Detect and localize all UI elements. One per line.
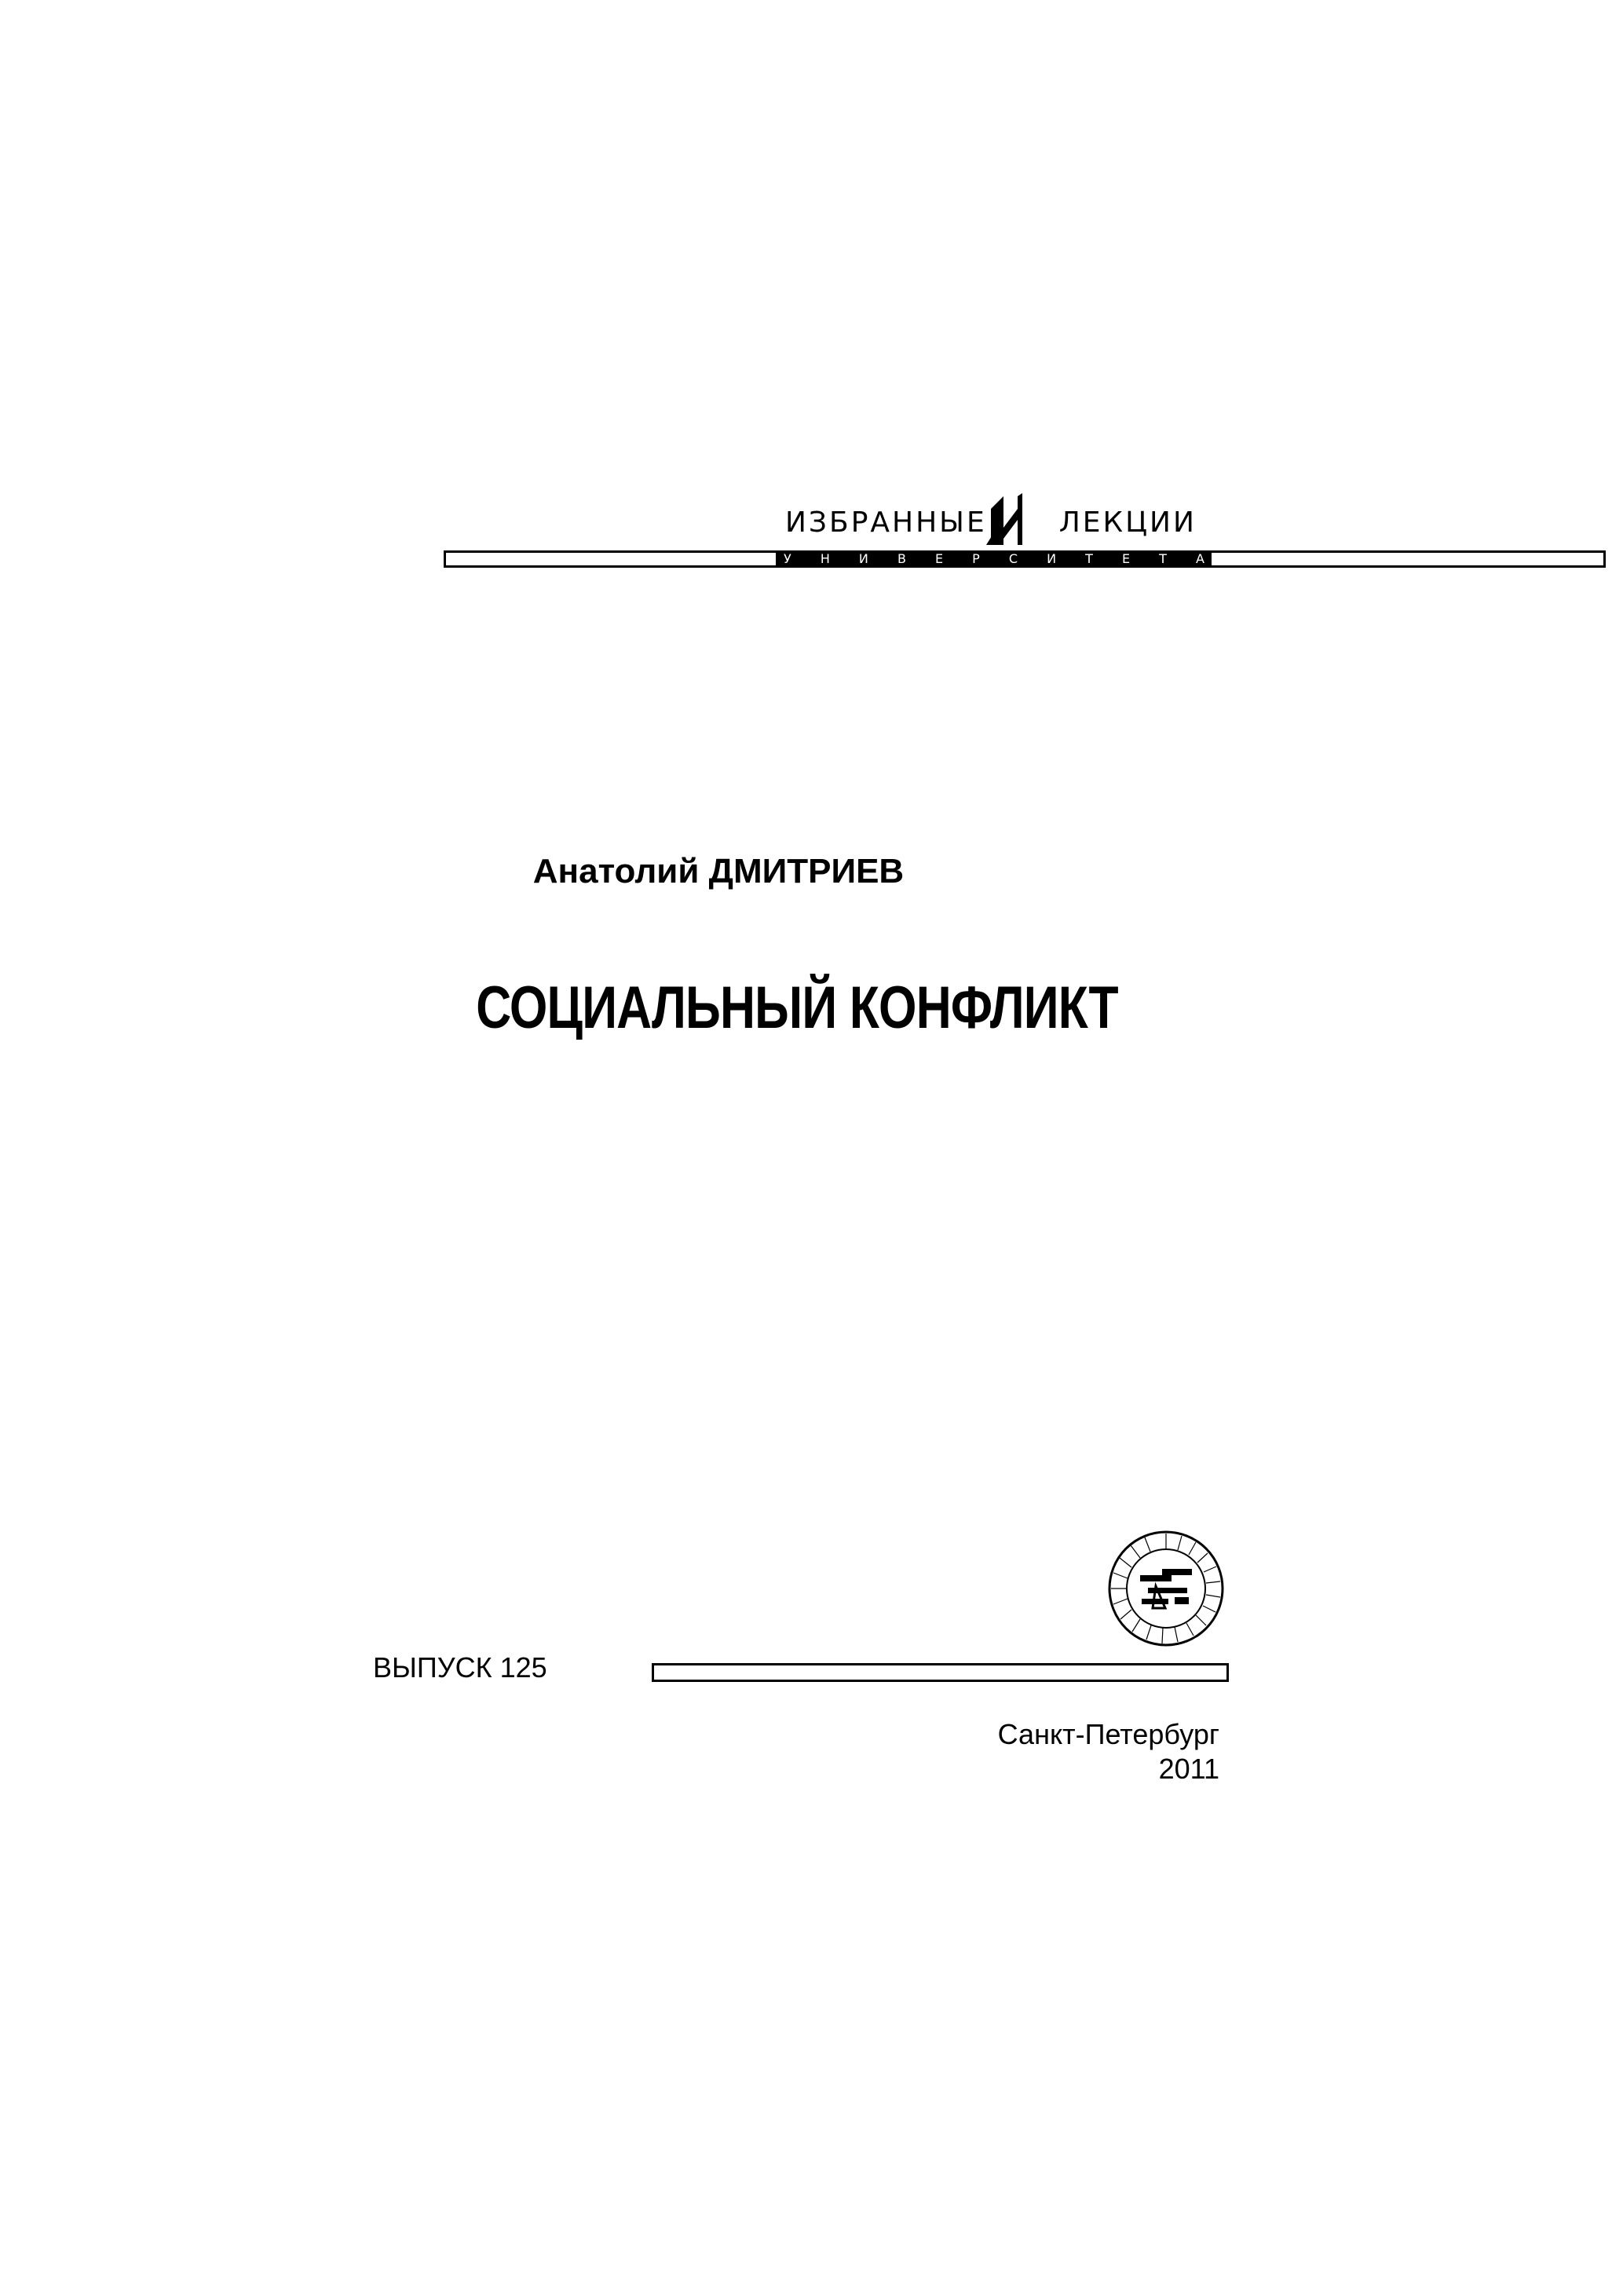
publication-year: 2011: [1158, 1753, 1219, 1785]
series-word-2: ЛЕКЦИИ: [1058, 506, 1197, 539]
series-subtitle-letter: Т: [1159, 551, 1167, 566]
series-subtitle-letter: С: [1008, 551, 1018, 566]
series-subtitle-letter: Т: [1085, 551, 1093, 566]
issue-number: ВЫПУСК 125: [373, 1651, 547, 1684]
series-subtitle: [779, 550, 1209, 568]
publication-city: Санкт-Петербург: [997, 1718, 1219, 1750]
series-subtitle-letter: Н: [820, 551, 830, 566]
author-name: Анатолий ДМИТРИЕВ: [532, 852, 905, 890]
series-subtitle-letter: У: [784, 551, 791, 566]
series-logo-icon: [983, 493, 1027, 547]
book-title: СОЦИАЛЬНЫЙ КОНФЛИКТ: [476, 974, 1118, 1041]
university-seal-icon: [1107, 1530, 1225, 1647]
series-subtitle-letter: Е: [934, 551, 944, 566]
series-subtitle-letter: Е: [1121, 551, 1131, 566]
series-subtitle-letter: А: [1196, 551, 1204, 566]
series-subtitle-letter: И: [858, 551, 868, 566]
series-subtitle-letter: В: [897, 551, 906, 566]
issue-rule: [652, 1663, 1229, 1682]
series-subtitle-letter: И: [1047, 551, 1057, 566]
series-subtitle-letter: Р: [972, 551, 980, 566]
series-word-1: ИЗБРАННЫЕ: [785, 506, 987, 539]
